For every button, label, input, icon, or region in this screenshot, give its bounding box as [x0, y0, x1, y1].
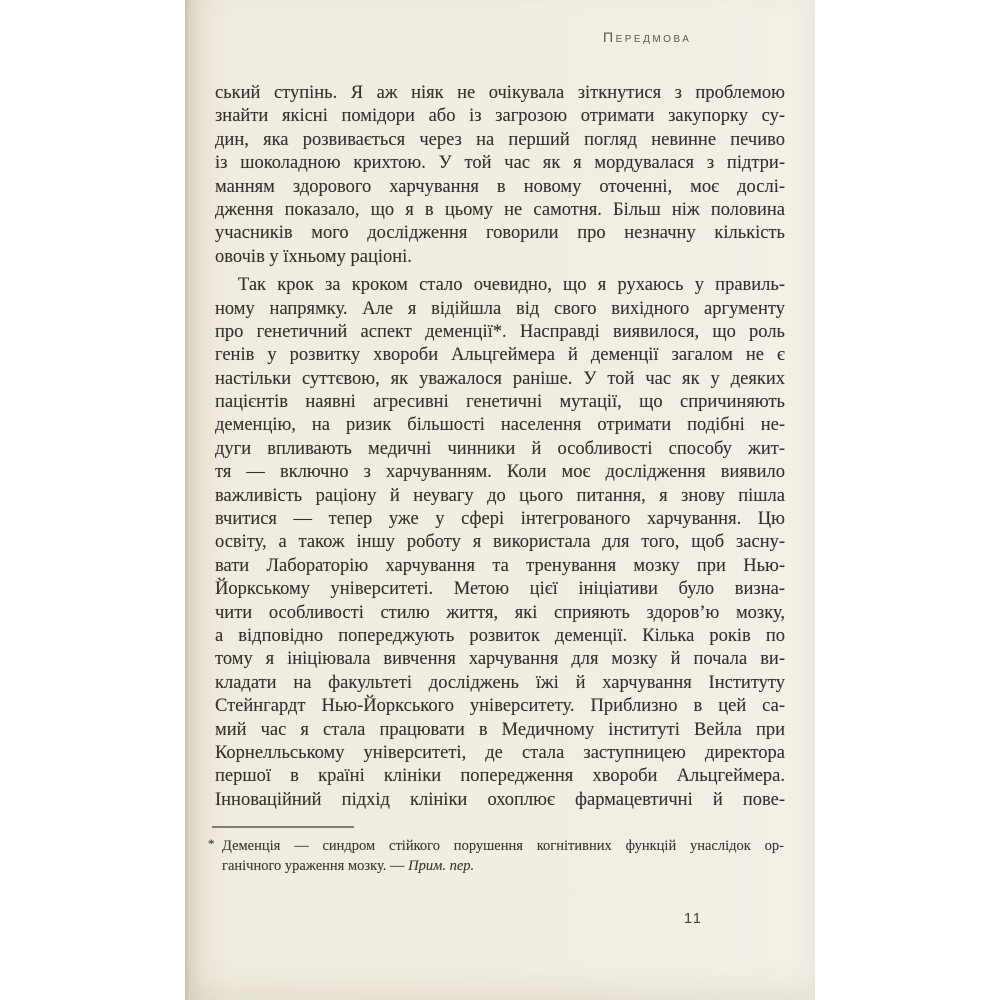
book-page	[185, 0, 815, 1000]
text-line: настільки суттєвою, як уважалося раніше. У той час як у деяких	[215, 368, 785, 389]
text-line: овочів у їхньому раціоні.	[215, 246, 412, 267]
text-line: Інноваційний підхід клініки охоплює фармацевтичні й пове-	[215, 789, 785, 810]
text-line: важливість раціону й неувагу до цього питання, я знову пішла	[215, 485, 785, 506]
text-line: деменцію, на ризик більшості населення отримати подібні не-	[215, 415, 785, 436]
text-line: пацієнтів наявні агресивні генетичні мутації, що спричиняють	[215, 392, 785, 413]
text-line: тя — включно з харчуванням. Коли моє дослідження виявило	[215, 462, 785, 483]
text-line: знайти якісні помідори або із загрозою отримати закупорку су-	[215, 106, 785, 127]
text-line: із шоколадною крихтою. У той час як я мордувалася з підтри-	[215, 153, 785, 174]
running-head: Передмова	[603, 29, 692, 45]
text-line: а відповідно попереджують розвиток деменції. Кілька років по	[215, 625, 785, 646]
page-number: 11	[683, 911, 703, 927]
text-line: кладати на факультеті досліджень їжі й харчування Інституту	[215, 672, 785, 693]
paragraph	[215, 274, 785, 812]
text-line: тому я ініціювала вивчення харчування для мозку й почала ви-	[215, 649, 785, 670]
body-text	[215, 82, 785, 812]
footnote-marker: *	[208, 836, 215, 851]
text-line: Так крок за кроком стало очевидно, що я рухаюсь у правиль-	[238, 275, 785, 296]
footnote	[208, 836, 784, 876]
text-line: дин, яка розвивається через на перший погляд невинне печиво	[215, 129, 785, 150]
text-line: чити особливості стилю життя, які сприяють здоров’ю мозку,	[215, 602, 785, 623]
text-line: вчитися — тепер уже у сфері інтегрованого харчування. Цю	[215, 509, 785, 530]
text-line: дження показало, що я в цьому не самотня. Більш ніж половина	[215, 199, 785, 220]
text-line: освіту, а також іншу роботу я використала для того, щоб засну-	[215, 532, 785, 553]
text-line: генів у розвитку хвороби Альцгеймера й деменції загалом не є	[215, 345, 785, 366]
text-line: вати Лабораторію харчування та тренування мозку при Нью-	[215, 555, 785, 576]
footnote-line: Деменція — синдром стійкого порушення когнітивних функцій унаслідок ор-	[222, 838, 784, 854]
text-line: Стейнгардт Нью-Йоркського університету. Приблизно в цей са-	[215, 696, 785, 717]
footnote-line	[222, 857, 784, 877]
text-line: про генетичний аспект деменції*. Насправді виявилося, що роль	[215, 321, 785, 342]
text-line: дуги впливають медичні чинники й особливості способу жит-	[215, 438, 785, 459]
text-line: учасників мого дослідження говорили про незначну кількість	[215, 223, 785, 244]
text-line: мий час я стала працювати в Медичному інституті Вейла при	[215, 719, 785, 740]
text-line: манням здорового харчування в новому оточенні, моє дослі-	[215, 176, 785, 197]
footnote-separator	[212, 826, 354, 828]
text-line: Корнелльському університеті, де стала заступницею директора	[215, 742, 785, 763]
text-line: Йоркському університеті. Метою цієї ініціативи було визна-	[215, 579, 785, 600]
paragraph	[215, 82, 785, 269]
text-line: ський ступінь. Я аж ніяк не очікувала зіткнутися з проблемою	[215, 83, 785, 103]
text-line: першої в країні клініки попередження хвороби Альцгеймера.	[215, 766, 785, 787]
footnote-text: ганічного ураження мозку. —	[222, 857, 409, 874]
footnote-translator-note: Прим. пер.	[408, 857, 475, 874]
text-line: ному напрямку. Але я відійшла від свого вихідного аргументу	[215, 298, 785, 319]
